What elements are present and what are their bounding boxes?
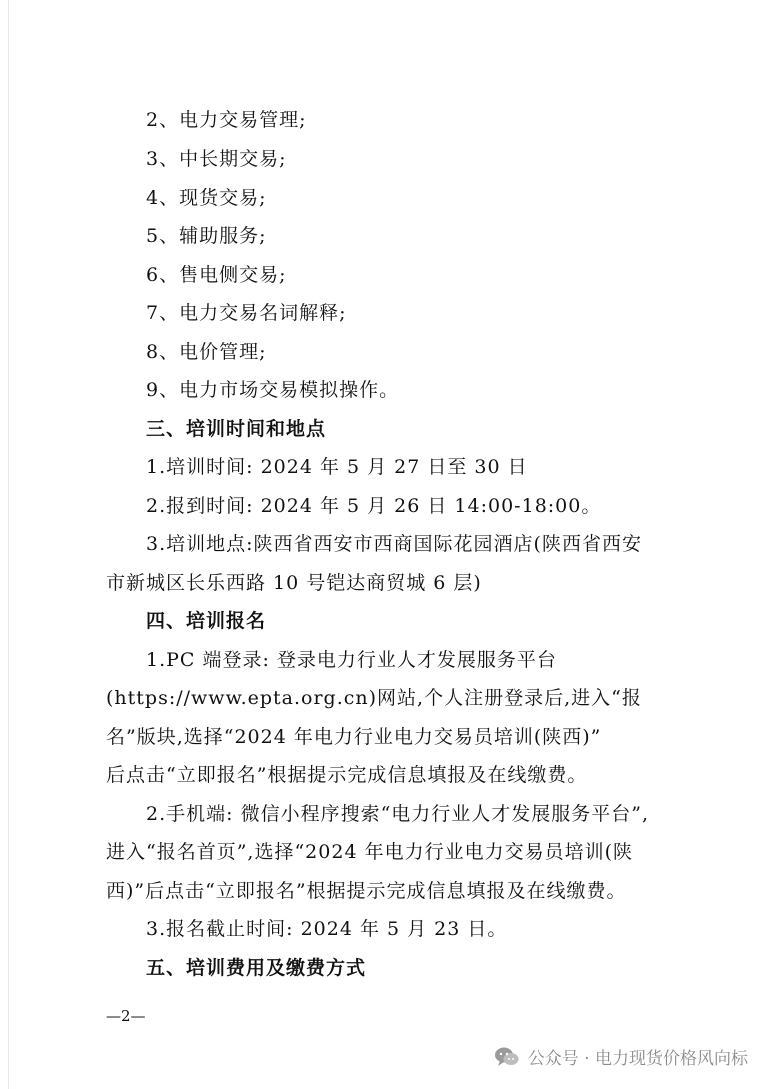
content-item-7: 7、电力交易名词解释; <box>146 302 347 324</box>
content-item-4: 4、现货交易; <box>146 187 267 209</box>
content-item-5: 5、辅助服务; <box>146 225 267 247</box>
section-heading-5: 五、培训费用及缴费方式 <box>146 957 367 979</box>
wechat-icon <box>494 1046 520 1068</box>
registration-time: 2.报到时间: 2024 年 5 月 26 日 14:00-18:00。 <box>146 495 602 517</box>
mobile-registration-line-2: 进入“报名首页”,选择“2024 年电力行业电力交易员培训(陕 <box>106 841 633 863</box>
page-number: —2— <box>106 1007 146 1025</box>
mobile-registration-line-1: 2.手机端: 微信小程序搜索“电力行业人才发展服务平台”, <box>146 803 650 825</box>
pc-registration-line-1: 1.PC 端登录: 登录电力行业人才发展服务平台 <box>146 649 557 671</box>
content-item-2: 2、电力交易管理; <box>146 109 307 131</box>
content-item-6: 6、售电侧交易; <box>146 264 287 286</box>
pc-registration-line-2: (https://www.epta.org.cn)网站,个人注册登录后,进入“报 <box>106 687 642 709</box>
content-item-3: 3、中长期交易; <box>146 148 287 170</box>
pc-registration-line-3: 名”版块,选择“2024 年电力行业电力交易员培训(陕西)” <box>106 726 602 748</box>
content-item-9: 9、电力市场交易模拟操作。 <box>146 379 400 401</box>
pc-registration-line-4: 后点击“立即报名”根据提示完成信息填报及在线缴费。 <box>106 764 588 786</box>
section-heading-3: 三、培训时间和地点 <box>146 418 327 440</box>
watermark <box>494 1044 748 1069</box>
training-time: 1.培训时间: 2024 年 5 月 27 日至 30 日 <box>146 456 528 478</box>
training-location-line-2: 市新城区长乐西路 10 号铠达商贸城 6 层) <box>106 572 482 594</box>
watermark-text: 公众号 · 电力现货价格风向标 <box>527 1049 748 1069</box>
page-edge <box>8 0 9 1089</box>
training-location-line-1: 3.培训地点:陕西省西安市西商国际花园酒店(陕西省西安 <box>146 533 642 555</box>
registration-deadline: 3.报名截止时间: 2024 年 5 月 23 日。 <box>146 918 508 940</box>
content-item-8: 8、电价管理; <box>146 341 267 363</box>
section-heading-4: 四、培训报名 <box>146 610 267 632</box>
mobile-registration-line-3: 西)”后点击“立即报名”根据提示完成信息填报及在线缴费。 <box>106 880 627 902</box>
